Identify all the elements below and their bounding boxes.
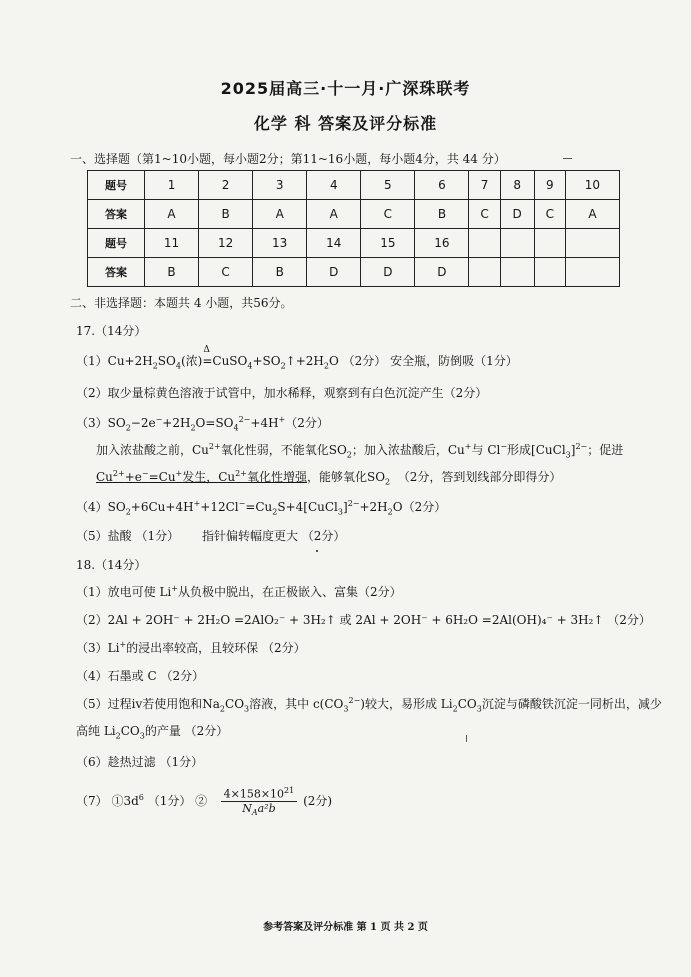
q-number: 11	[145, 229, 199, 258]
empty-cell	[500, 229, 534, 258]
answer-cell: A	[307, 200, 361, 229]
q18-part5-cont: 高纯 $Li_2CO_3$的产量 （2分）	[76, 724, 229, 741]
row-label-number: 题号	[88, 171, 145, 200]
row-label-number: 题号	[88, 229, 145, 258]
q-number: 6	[415, 171, 469, 200]
q17-part3: $(3)SO_2-2e^-+2H_2O=SO_4^{2-}+4H^+(2$分）	[76, 415, 329, 433]
empty-cell	[534, 258, 565, 287]
q18-part6: （6）趁热过滤 （1分）	[76, 755, 204, 769]
scan-speck	[466, 735, 467, 742]
q-number: 4	[307, 171, 361, 200]
q18-part2: （2）2Al + 2OH⁻ + 2H₂O =2AlO₂⁻ + 3H₂↑ 或 2Al + 2OH⁻ + 6H₂O =2Al(OH)₄⁻ + 3H₂↑ （2分）	[76, 613, 651, 627]
answer-cell: D	[307, 258, 361, 287]
q18-part4: （4）石墨或 C （2分）	[76, 669, 205, 683]
answer-cell: D	[500, 200, 534, 229]
q-number: 13	[253, 229, 307, 258]
q-number: 15	[361, 229, 415, 258]
q18-label: 18.（14分）	[76, 558, 147, 572]
answer-cell: A	[565, 200, 619, 229]
answer-cell: C	[199, 258, 253, 287]
q17-part4: $(4)SO_2+6Cu+4H^++12Cl^-=Cu_2S+4[CuCl_3]^{2-}+2H_2O(2$分）	[76, 499, 447, 517]
section1-heading: 一、选择题（第1~10小题，每小题2分；第11~16小题，每小题4分，共 44 分）	[70, 152, 506, 166]
q-number: 9	[534, 171, 565, 200]
q18-part7: （7） $①3d^6$ （1分） ② $\frac{4\times 158\times 10^{21}}{N_Aa^2b}$ (2分)	[76, 786, 333, 817]
answer-cell: A	[253, 200, 307, 229]
table-row	[88, 229, 620, 258]
answer-cell: B	[199, 200, 253, 229]
answer-table	[87, 170, 620, 287]
scan-speck	[316, 550, 318, 552]
exam-subtitle: 化学 科 答案及评分标准	[253, 114, 438, 133]
q-number: 8	[500, 171, 534, 200]
table-row	[88, 200, 620, 229]
q18-part3: （3）Li+的浸出率较高，且较环保 （2分）	[76, 640, 306, 655]
answer-cell: D	[415, 258, 469, 287]
empty-cell	[500, 258, 534, 287]
q-number: 5	[361, 171, 415, 200]
page-footer: 参考答案及评分标准 第 1 页 共 2 页	[263, 922, 428, 933]
table-row	[88, 171, 620, 200]
table-row	[88, 258, 620, 287]
q17-part5: （5）盐酸 （1分） 指针偏转幅度更大 （2分）	[76, 529, 346, 543]
empty-cell	[565, 258, 619, 287]
q-number: 10	[565, 171, 619, 200]
q17-part2: （2）取少量棕黄色溶液于试管中，加水稀释，观察到有白色沉淀产生（2分）	[76, 386, 488, 400]
empty-cell	[469, 258, 500, 287]
answer-cell: C	[534, 200, 565, 229]
q-number: 12	[199, 229, 253, 258]
density-fraction: $\frac{4\times 158\times 10^{21}}{N_Aa^2b}$	[221, 786, 298, 817]
section2-heading: 二、非选择题：本题共 4 小题，共56分。	[70, 296, 293, 310]
empty-cell	[565, 229, 619, 258]
q-number: 3	[253, 171, 307, 200]
q18-part1: （1）放电可使 Li+从负极中脱出，在正极嵌入、富集（2分）	[76, 584, 402, 599]
q-number: 7	[469, 171, 500, 200]
exam-title: 2025届高三·十一月·广深珠联考	[220, 79, 471, 98]
q-number: 16	[415, 229, 469, 258]
q-number: 2	[199, 171, 253, 200]
q18-part5: （5）过程iv若使用饱和$Na_2CO_3$溶液，其中 $c(CO_3^{2-})$较大，易形成 $Li_2CO_3$沉淀与磷酸铁沉淀一同析出，减少	[76, 696, 662, 714]
answer-cell: A	[145, 200, 199, 229]
empty-cell	[534, 229, 565, 258]
q-number: 1	[145, 171, 199, 200]
answer-cell: B	[415, 200, 469, 229]
q-number: 14	[307, 229, 361, 258]
q17-part1: $(1)Cu+2H_2SO_4$(浓)= Δ $CuSO_4+SO_2↑+2H_2O$ （2分） 安全瓶，防倒吸（1分）	[76, 345, 518, 371]
answer-cell: B	[145, 258, 199, 287]
empty-cell	[469, 229, 500, 258]
q17-label: 17.（14分）	[76, 324, 147, 338]
answer-cell: B	[253, 258, 307, 287]
answer-cell: C	[469, 200, 500, 229]
answer-cell: C	[361, 200, 415, 229]
scan-speck	[563, 158, 572, 159]
row-label-answer: 答案	[88, 258, 145, 287]
row-label-answer: 答案	[88, 200, 145, 229]
q17-part3-explain2: $Cu^{2+}+e^-=Cu^+$发生，$Cu^{2+}$氧化性增强，能够氧化$SO_2$ （2分，答到划线部分即得分）	[96, 469, 562, 487]
q17-part3-explain1: 加入浓盐酸之前，$Cu^{2+}$氧化性弱，不能氧化$SO_2$；加入浓盐酸后，Cu+与 Cl−形成[CuCl$_3$]$^{2-}$；促进	[96, 442, 624, 460]
answer-cell: D	[361, 258, 415, 287]
